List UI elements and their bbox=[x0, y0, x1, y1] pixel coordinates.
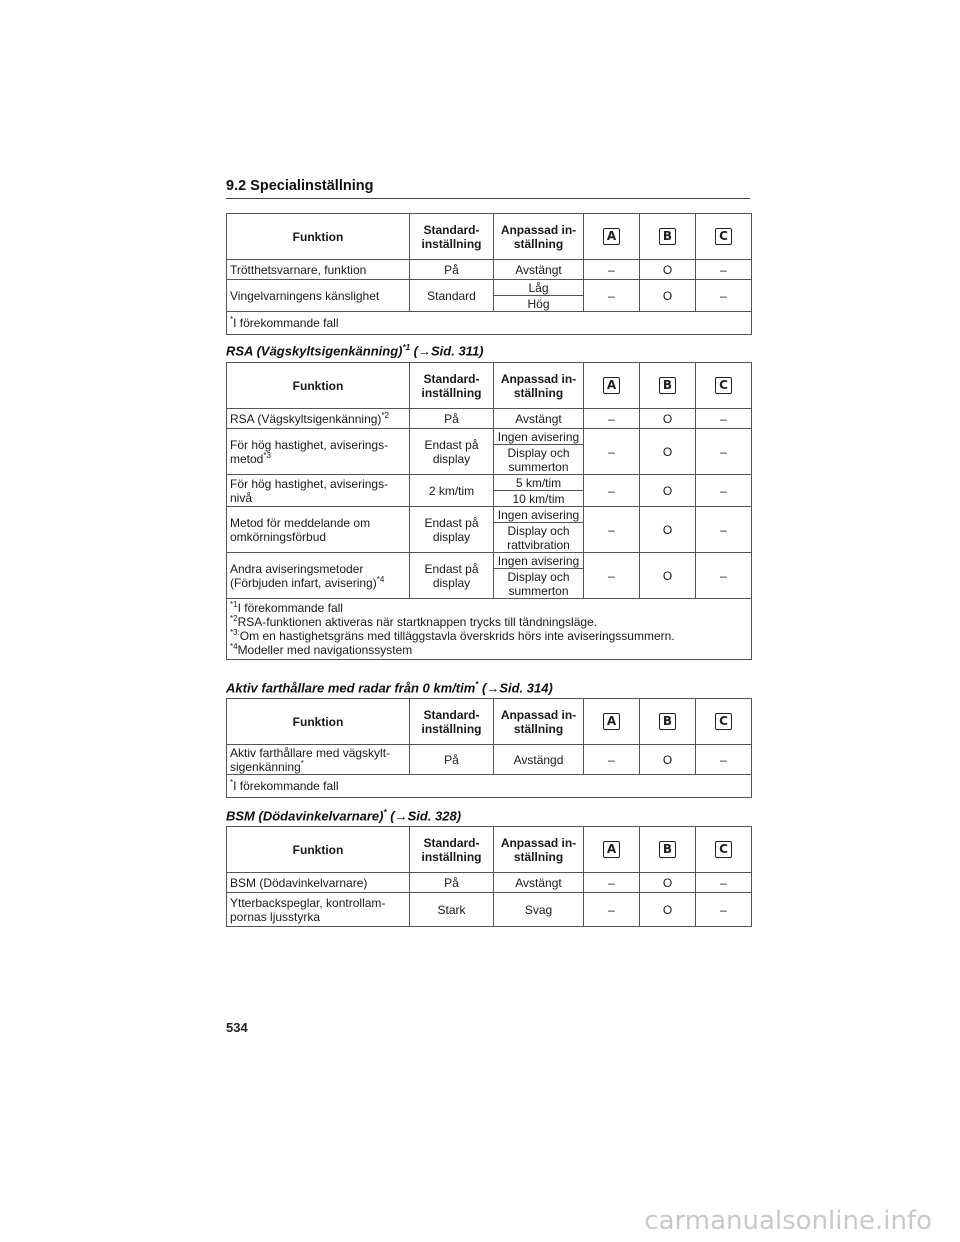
page-reference-link[interactable]: (→Sid. 311) bbox=[410, 343, 484, 359]
footnote-row bbox=[227, 599, 752, 660]
title-footnote-mark: * bbox=[383, 808, 387, 817]
cell-anpassad: Avstängd bbox=[494, 745, 584, 775]
table-row bbox=[227, 409, 752, 429]
cell-b: O bbox=[640, 893, 696, 927]
cell-funktion: Trötthetsvarnare, funktion bbox=[227, 260, 410, 280]
cell-b: O bbox=[640, 280, 696, 312]
cell-funktion bbox=[227, 429, 410, 475]
col-header-b bbox=[640, 827, 696, 873]
section-title-rsa bbox=[226, 343, 484, 358]
title-footnote-mark: *1 bbox=[402, 343, 411, 352]
cell-b: O bbox=[640, 260, 696, 280]
table-header-row bbox=[227, 699, 752, 745]
cell-standard: Endast på display bbox=[410, 507, 494, 553]
col-header-standard: Standard- inställning bbox=[410, 363, 494, 409]
cell-a: – bbox=[584, 745, 640, 775]
cell-standard: På bbox=[410, 260, 494, 280]
c-key-icon: C bbox=[715, 377, 732, 394]
cell-anpassad-option: Display och summerton bbox=[494, 445, 584, 475]
watermark: carmanualsonline.info bbox=[644, 1206, 932, 1236]
cell-funktion-text: RSA (Vägskyltsigenkänning) bbox=[230, 411, 382, 426]
a-key-icon: A bbox=[603, 841, 620, 858]
footnotes bbox=[227, 599, 752, 660]
cell-standard: På bbox=[410, 409, 494, 429]
footnote-mark: *3: bbox=[230, 628, 240, 637]
col-header-anpassad: Anpassad in- ställning bbox=[494, 363, 584, 409]
cell-a: – bbox=[584, 260, 640, 280]
table-row bbox=[227, 893, 752, 927]
col-header-funktion: Funktion bbox=[227, 363, 410, 409]
section-title-text: Aktiv farthållare med radar från 0 km/tim bbox=[226, 680, 476, 696]
cell-anpassad-option: Ingen avisering bbox=[494, 553, 584, 569]
cell-anpassad: Svag bbox=[494, 893, 584, 927]
cell-c: – bbox=[696, 429, 752, 475]
cell-anpassad-option: Låg bbox=[494, 280, 584, 296]
col-header-b bbox=[640, 699, 696, 745]
cell-standard: Endast på display bbox=[410, 429, 494, 475]
cell-standard: På bbox=[410, 873, 494, 893]
cell-footnote-mark: *3 bbox=[263, 450, 271, 460]
cell-a: – bbox=[584, 553, 640, 599]
cell-c: – bbox=[696, 745, 752, 775]
footnote-row bbox=[227, 775, 752, 798]
cell-c: – bbox=[696, 280, 752, 312]
a-key-icon: A bbox=[603, 377, 620, 394]
cell-funktion-text: Aktiv farthållare med vägskylt- sigenkänning bbox=[230, 745, 391, 774]
table-row bbox=[227, 280, 752, 296]
page-number: 534 bbox=[226, 1020, 248, 1035]
cell-anpassad-option: Ingen avisering bbox=[494, 507, 584, 523]
cell-standard: Standard bbox=[410, 280, 494, 312]
section-header: 9.2 Specialinställning bbox=[226, 178, 750, 199]
footnote bbox=[230, 643, 748, 657]
cell-funktion: Vingelvarningens känslighet bbox=[227, 280, 410, 312]
cell-funktion-text: För hög hastighet, aviserings- metod bbox=[230, 437, 389, 466]
cell-a: – bbox=[584, 873, 640, 893]
cell-anpassad-option: 10 km/tim bbox=[494, 491, 584, 507]
table-row bbox=[227, 429, 752, 445]
settings-table-bsm bbox=[226, 826, 752, 927]
b-key-icon: B bbox=[659, 841, 676, 858]
cell-b: O bbox=[640, 745, 696, 775]
cell-c: – bbox=[696, 873, 752, 893]
cell-a: – bbox=[584, 409, 640, 429]
cell-anpassad-option: Display och summerton bbox=[494, 569, 584, 599]
cell-funktion-text: Andra aviseringsmetoder (Förbjuden infart, avisering) bbox=[230, 561, 377, 590]
table-row bbox=[227, 873, 752, 893]
b-key-icon: B bbox=[659, 713, 676, 730]
col-header-c bbox=[696, 363, 752, 409]
table-row bbox=[227, 745, 752, 775]
table-row bbox=[227, 260, 752, 280]
cell-b: O bbox=[640, 475, 696, 507]
cell-a: – bbox=[584, 280, 640, 312]
footnote-text: I förekommande fall bbox=[237, 601, 343, 615]
a-key-icon: A bbox=[603, 713, 620, 730]
cell-a: – bbox=[584, 507, 640, 553]
footnote-mark: * bbox=[230, 778, 234, 787]
cell-anpassad-option: Hög bbox=[494, 296, 584, 312]
cell-footnote-mark: *2 bbox=[381, 410, 389, 420]
cell-b: O bbox=[640, 429, 696, 475]
table-header-row bbox=[227, 363, 752, 409]
cell-a: – bbox=[584, 893, 640, 927]
col-header-anpassad: Anpassad in- ställning bbox=[494, 699, 584, 745]
cell-funktion bbox=[227, 409, 410, 429]
cell-funktion: BSM (Dödavinkelvarnare) bbox=[227, 873, 410, 893]
cell-b: O bbox=[640, 409, 696, 429]
c-key-icon: C bbox=[715, 228, 732, 245]
footnote-row bbox=[227, 312, 752, 335]
b-key-icon: B bbox=[659, 228, 676, 245]
table-row bbox=[227, 507, 752, 523]
footnote bbox=[230, 615, 748, 629]
footnote-mark: *1 bbox=[230, 600, 238, 609]
table-row bbox=[227, 553, 752, 569]
cell-anpassad-option: Display och rattvibration bbox=[494, 523, 584, 553]
footnote-mark: *2 bbox=[230, 614, 238, 623]
cell-b: O bbox=[640, 553, 696, 599]
col-header-funktion: Funktion bbox=[227, 214, 410, 260]
cell-c: – bbox=[696, 553, 752, 599]
cell-c: – bbox=[696, 507, 752, 553]
col-header-funktion: Funktion bbox=[227, 827, 410, 873]
cell-c: – bbox=[696, 475, 752, 507]
footnote bbox=[227, 312, 752, 335]
col-header-b bbox=[640, 363, 696, 409]
footnote-text: Om en hastighetsgräns med tilläggstavla överskrids hörs inte aviseringssummern. bbox=[239, 629, 675, 643]
page-reference-link[interactable]: (→Sid. 314) bbox=[478, 680, 553, 696]
cell-anpassad-option: Ingen avisering bbox=[494, 429, 584, 445]
col-header-a bbox=[584, 827, 640, 873]
cell-funktion bbox=[227, 745, 410, 775]
footnote-text: Modeller med navigationssystem bbox=[237, 643, 413, 657]
col-header-anpassad: Anpassad in- ställning bbox=[494, 827, 584, 873]
settings-table-rsa bbox=[226, 362, 752, 660]
section-title-acc bbox=[226, 680, 553, 695]
cell-standard: Stark bbox=[410, 893, 494, 927]
cell-funktion: För hög hastighet, aviserings- nivå bbox=[227, 475, 410, 507]
cell-c: – bbox=[696, 893, 752, 927]
footnote-text: I förekommande fall bbox=[233, 779, 339, 793]
c-key-icon: C bbox=[715, 713, 732, 730]
col-header-standard: Standard- inställning bbox=[410, 827, 494, 873]
settings-table-acc bbox=[226, 698, 752, 798]
page-reference-link[interactable]: (→Sid. 328) bbox=[386, 808, 462, 824]
footnote bbox=[230, 629, 748, 643]
cell-funktion: Ytterbackspeglar, kontrollam- pornas ljusstyrka bbox=[227, 893, 410, 927]
cell-footnote-mark: *4 bbox=[376, 574, 385, 584]
footnote bbox=[227, 775, 752, 798]
cell-funktion bbox=[227, 553, 410, 599]
footnote bbox=[230, 601, 748, 615]
col-header-a bbox=[584, 699, 640, 745]
table-header-row bbox=[227, 214, 752, 260]
col-header-c bbox=[696, 214, 752, 260]
footnote-mark: * bbox=[230, 315, 234, 324]
col-header-a bbox=[584, 363, 640, 409]
settings-table-fatigue bbox=[226, 213, 752, 335]
cell-b: O bbox=[640, 507, 696, 553]
section-title-text: RSA (Vägskyltsigenkänning) bbox=[226, 343, 403, 359]
col-header-c bbox=[696, 699, 752, 745]
cell-c: – bbox=[696, 409, 752, 429]
col-header-funktion: Funktion bbox=[227, 699, 410, 745]
cell-a: – bbox=[584, 429, 640, 475]
table-row bbox=[227, 475, 752, 491]
cell-standard: Endast på display bbox=[410, 553, 494, 599]
footnote-text: RSA-funktionen aktiveras när startknappen trycks till tändningsläge. bbox=[237, 615, 598, 629]
cell-anpassad: Avstängt bbox=[494, 409, 584, 429]
col-header-c bbox=[696, 827, 752, 873]
title-footnote-mark: * bbox=[475, 680, 479, 689]
cell-anpassad: Avstängt bbox=[494, 873, 584, 893]
cell-c: – bbox=[696, 260, 752, 280]
col-header-standard: Standard- inställning bbox=[410, 214, 494, 260]
col-header-anpassad: Anpassad in- ställning bbox=[494, 214, 584, 260]
cell-standard: På bbox=[410, 745, 494, 775]
table-header-row bbox=[227, 827, 752, 873]
cell-a: – bbox=[584, 475, 640, 507]
footnote-text: I förekommande fall bbox=[233, 316, 339, 330]
cell-anpassad-option: 5 km/tim bbox=[494, 475, 584, 491]
cell-standard: 2 km/tim bbox=[410, 475, 494, 507]
col-header-b bbox=[640, 214, 696, 260]
col-header-a bbox=[584, 214, 640, 260]
cell-funktion: Metod för meddelande om omkörningsförbud bbox=[227, 507, 410, 553]
b-key-icon: B bbox=[659, 377, 676, 394]
section-title-text: BSM (Dödavinkelvarnare) bbox=[226, 808, 384, 824]
cell-anpassad: Avstängt bbox=[494, 260, 584, 280]
cell-b: O bbox=[640, 873, 696, 893]
a-key-icon: A bbox=[603, 228, 620, 245]
c-key-icon: C bbox=[715, 841, 732, 858]
section-title-bsm bbox=[226, 808, 461, 823]
col-header-standard: Standard- inställning bbox=[410, 699, 494, 745]
cell-footnote-mark: * bbox=[300, 758, 304, 768]
footnote-mark: *4 bbox=[230, 642, 238, 651]
